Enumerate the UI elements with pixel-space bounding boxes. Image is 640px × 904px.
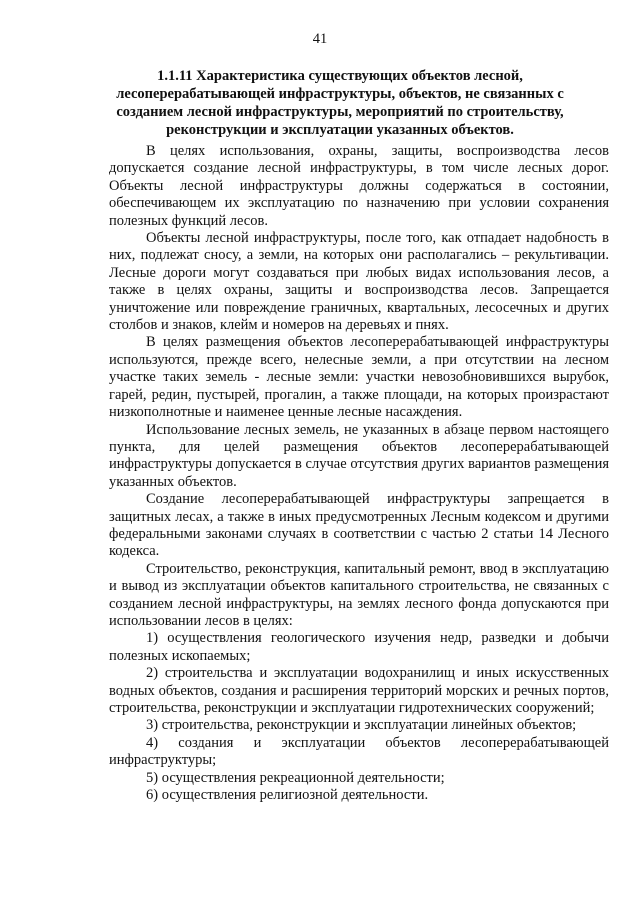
list-item-reservoirs: 2) строительства и эксплуатации водохранилищ и иных искусственных водных объектов, создания и расширения территорий морских и речных портов, строительства, реконструкции и эксплуатации гидротехнических сооружений; (109, 665, 609, 716)
list-item-recreation: 5) осуществления рекреационной деятельности; (146, 769, 445, 786)
paragraph-capital-construction: Строительство, реконструкция, капитальный ремонт, ввод в эксплуатацию и вывод из эксплуатации объектов капитального строительства, не связанных с созданием лесной инфраструктуры, на землях лесного фонда допускаются при использовании лесов в целях: (109, 560, 609, 629)
document-body (109, 143, 609, 804)
list-item-religious: 6) осуществления религиозной деятельности. (146, 787, 429, 804)
paragraph-forest-land-use: Использование лесных земель, не указанных в абзаце первом настоящего пункта, для целей размещения объектов лесоперерабатывающей инфраструктуры допускается в случае отсутствия других вариантов размещения указанных объектов. (109, 421, 609, 490)
page-number: 41 (312, 31, 328, 47)
paragraph-protective-forests: Создание лесоперерабатывающей инфраструктуры запрещается в защитных лесах, а также в иных предусмотренных Лесным кодексом и другими федеральными законами случаях в соответствии с частью 2 статьи 14 Лесного кодекса. (109, 491, 609, 560)
list-item-processing-infrastructure: 4) создания и эксплуатации объектов лесоперерабатывающей инфраструктуры; (109, 734, 609, 769)
paragraph-processing-placement: В целях размещения объектов лесоперерабатывающей инфраструктуры используются, прежде всего, нелесные земли, а при отсутствии на лесном участке таких земель - лесные земли: участки невозобновившихся вырубок, гарей, редин, пустырей, прогалин, а также площади, на которых произрастают низкополнотные и наименее ценные лесные насаждения. (109, 334, 609, 421)
list-item-geology: 1) осуществления геологического изучения недр, разведки и добычи полезных ископаемых; (109, 630, 609, 664)
section-heading: 1.1.11 Характеристика существующих объектов лесной, лесоперерабатывающей инфраструктуры, объектов, не связанных с созданием лесной инфраструктуры, мероприятий по строительству, реконструкции и эксплуатации указанных объектов. (116, 68, 564, 138)
paragraph-infrastructure-removal: Объекты лесной инфраструктуры, после того, как отпадает надобность в них, подлежат сносу, а земли, на которых они располагались – рекультивации. Лесные дороги могут создаваться при любых видах использования лесов, а также в целях охраны, защиты и воспроизводства лесов. Запрещается уничтожение или повреждение граничных, квартальных, лесосечных и других столбов и знаков, клейм и номеров на деревьях и пнях. (109, 230, 609, 334)
list-item-linear-objects: 3) строительства, реконструкции и эксплуатации линейных объектов; (146, 717, 577, 734)
paragraph-infrastructure-creation: В целях использования, охраны, защиты, воспроизводства лесов допускается создание лесной инфраструктуры, в том числе лесных дорог. Объекты лесной инфраструктуры должны содержаться в состоянии, обеспечивающем их эксплуатацию по назначению при условии сохранения полезных функций лесов. (109, 143, 609, 229)
